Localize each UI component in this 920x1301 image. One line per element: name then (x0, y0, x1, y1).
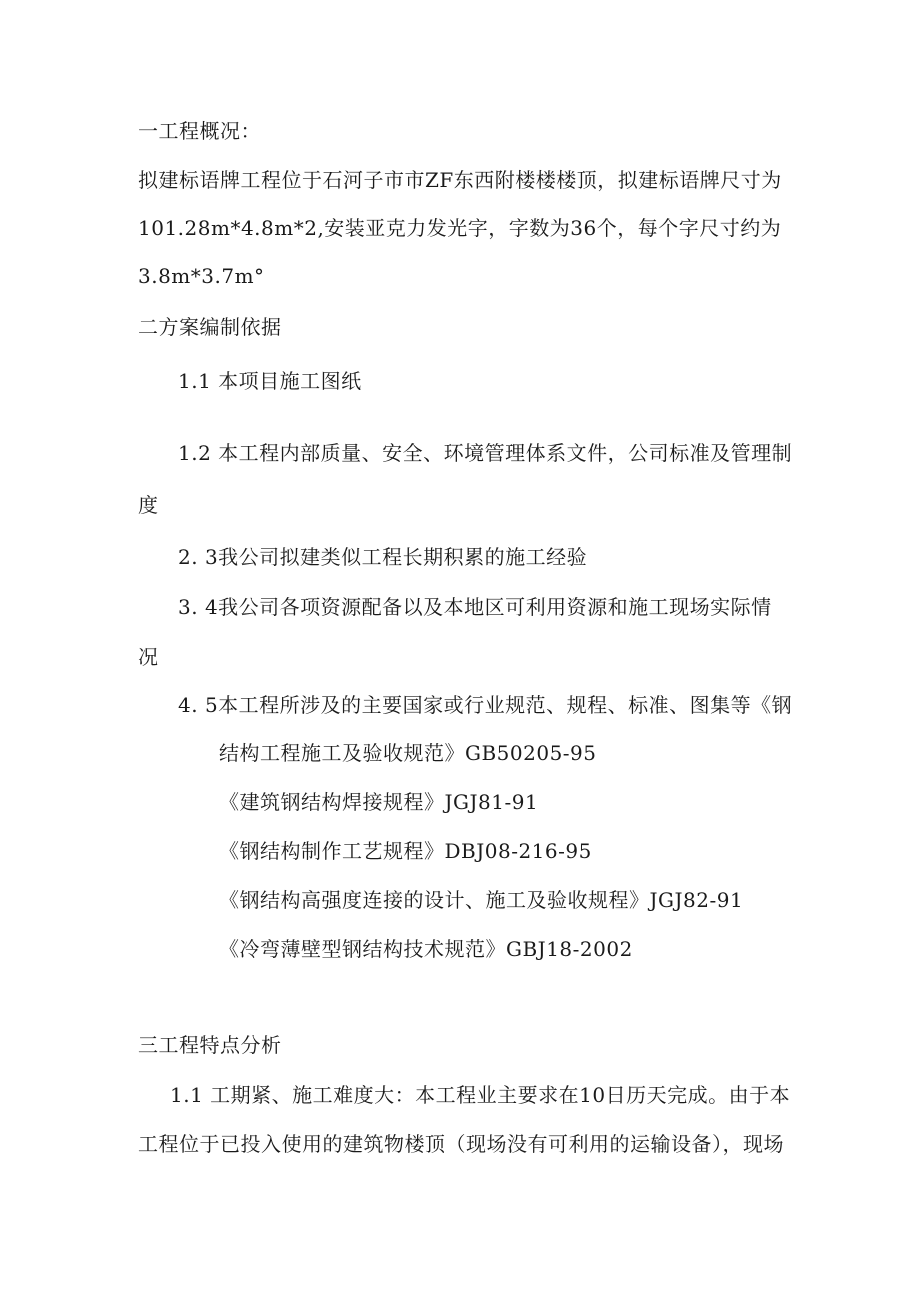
section-heading: 三工程特点分析 (138, 1033, 282, 1057)
list-item: 1.2 本工程内部质量、安全、环境管理体系文件，公司标准及管理制 (178, 441, 793, 465)
section-heading: 二方案编制依据 (138, 315, 282, 339)
list-item: 况 (138, 645, 159, 669)
paragraph-line: 101.28m*4.8m*2,安装亚克力发光字，字数为36个，每个字尺寸约为 (138, 216, 782, 240)
list-item: 《钢结构制作工艺规程》DBJ08-216-95 (219, 839, 592, 863)
list-item: 《建筑钢结构焊接规程》JGJ81-91 (219, 790, 539, 814)
paragraph-line: 工程位于已投入使用的建筑物楼顶（现场没有可利用的运输设备），现场 (138, 1132, 784, 1156)
paragraph-line: 拟建标语牌工程位于石河子市市ZF东西附楼楼楼顶，拟建标语牌尺寸为 (138, 168, 782, 192)
list-item: 4. 5本工程所涉及的主要国家或行业规范、规程、标准、图集等《钢 (178, 693, 793, 717)
list-item: 《钢结构高强度连接的设计、施工及验收规程》JGJ82-91 (219, 888, 744, 912)
section-heading: 一工程概况： (138, 119, 261, 143)
list-item: 度 (138, 493, 159, 517)
paragraph-line: 3.8m*3.7m° (138, 264, 265, 288)
list-item: 结构工程施工及验收规范》GB50205-95 (219, 741, 597, 765)
list-item: 3. 4我公司各项资源配备以及本地区可利用资源和施工现场实际情 (178, 595, 772, 619)
list-item: 1.1 本项目施工图纸 (178, 369, 362, 393)
list-item: 《冷弯薄壁型钢结构技术规范》GBJ18-2002 (219, 937, 633, 961)
list-item: 2. 3我公司拟建类似工程长期积累的施工经验 (178, 545, 588, 569)
paragraph-line: 1.1 工期紧、施工难度大：本工程业主要求在10日历天完成。由于本 (170, 1083, 791, 1107)
